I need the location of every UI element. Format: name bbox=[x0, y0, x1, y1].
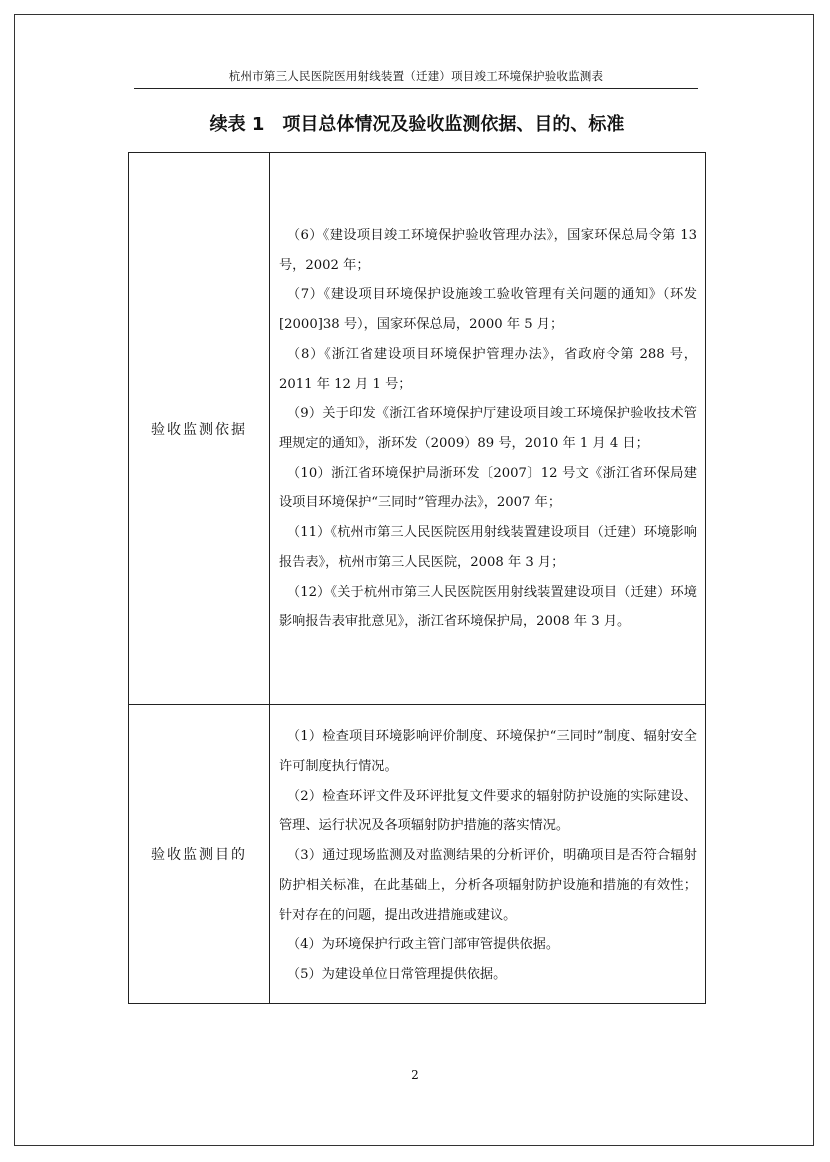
basis-purpose-table bbox=[128, 152, 706, 1004]
table-title-prefix: 续表 1 bbox=[209, 114, 265, 135]
page-number: 2 bbox=[411, 1068, 419, 1082]
basis-item: （12）《关于杭州市第三人民医院医用射线装置建设项目（迁建）环境影响报告表审批意见》，浙江省环境保护局，2008 年 3 月。 bbox=[279, 584, 697, 630]
basis-item: （9）关于印发《浙江省环境保护厅建设项目竣工环境保护验收技术管理规定的通知》，浙环发（2009）89 号，2010 年 1 月 4 日； bbox=[279, 406, 697, 451]
basis-item: （7）《建设项目环境保护设施竣工验收管理有关问题的通知》（环发[2000]38 号），国家环保总局，2000 年 5 月； bbox=[279, 287, 697, 333]
basis-item: （8）《浙江省建设项目环境保护管理办法》，省政府令第 288 号，2011 年 12 月 1 号； bbox=[279, 346, 697, 392]
purpose-item: （5）为建设单位日常管理提供依据。 bbox=[286, 966, 507, 982]
table-row-basis bbox=[129, 153, 706, 705]
purpose-item: （2）检查环评文件及环评批复文件要求的辐射防护设施的实际建设、管理、运行状况及各项辐射防护措施的落实情况。 bbox=[279, 788, 697, 834]
basis-item: （6）《建设项目竣工环境保护验收管理办法》，国家环保总局令第 13 号，2002 年； bbox=[279, 228, 697, 273]
purpose-content bbox=[270, 705, 706, 1004]
row-label-purpose: 验收监测目的 bbox=[129, 705, 270, 1004]
running-header: 杭州市第三人民医院医用射线装置（迁建）项目竣工环境保护验收监测表 bbox=[134, 68, 698, 89]
purpose-item: （1）检查项目环境影响评价制度、环境保护“三同时”制度、辐射安全许可制度执行情况。 bbox=[279, 729, 697, 775]
basis-item: （11）《杭州市第三人民医院医用射线装置建设项目（迁建）环境影响报告表》，杭州市第三人民医院，2008 年 3 月； bbox=[279, 525, 697, 570]
table-title bbox=[128, 112, 706, 138]
table-row-purpose bbox=[129, 705, 706, 1004]
basis-content bbox=[270, 153, 706, 705]
row-label-basis: 验收监测依据 bbox=[129, 153, 270, 705]
purpose-item: （4）为环境保护行政主管门部审管提供依据。 bbox=[286, 937, 560, 953]
basis-item: （10）浙江省环境保护局浙环发〔2007〕12 号文《浙江省环保局建设项目环境保护“三同时”管理办法》，2007 年； bbox=[279, 465, 697, 511]
purpose-item: （3）通过现场监测及对监测结果的分析评价，明确项目是否符合辐射防护相关标准，在此基础上，分析各项辐射防护设施和措施的有效性；针对存在的问题，提出改进措施或建议。 bbox=[279, 848, 697, 923]
table-title-text: 项目总体情况及验收监测依据、目的、标准 bbox=[282, 114, 625, 135]
